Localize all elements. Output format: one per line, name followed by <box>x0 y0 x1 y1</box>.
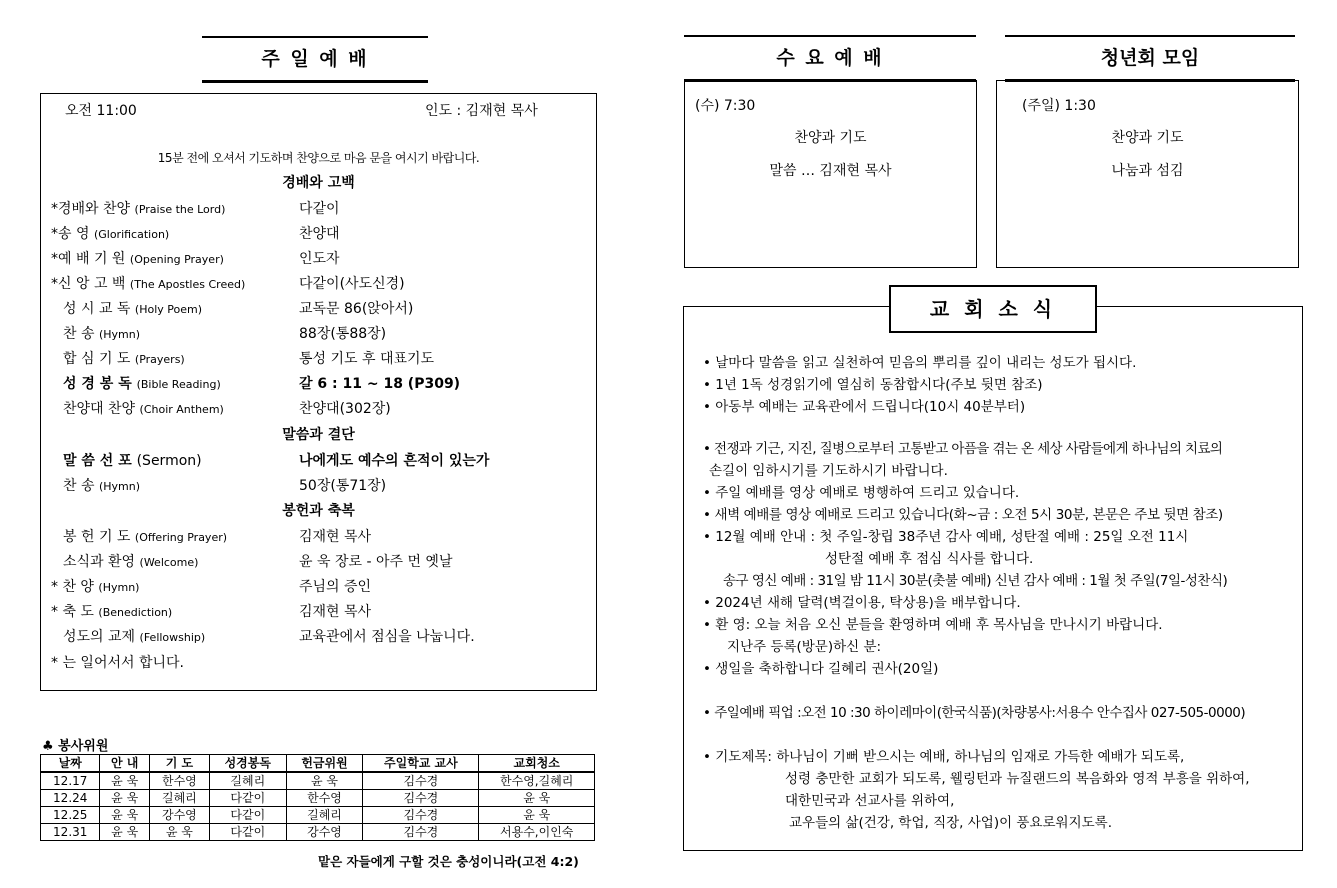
news-item: 대한민국과 선교사를 위하여, <box>785 793 955 809</box>
news-item: • 1년 1독 성경읽기에 열심히 동참합시다(주보 뒷면 참조) <box>703 377 1043 393</box>
sunday-order-box <box>40 93 597 691</box>
news-item: • 기도제목: 하나님이 기뻐 받으시는 예배, 하나님의 임재로 가득한 예배가 되도록, <box>703 749 1185 765</box>
order-item-bible-reading: 성 경 봉 독 (Bible Reading) 갈 6 : 11 ~ 18 (P309) <box>63 376 461 392</box>
order-item: 소식과 환영 (Welcome) 윤 욱 장로 - 아주 먼 옛날 <box>63 554 453 570</box>
youth-meeting-title <box>1005 35 1295 82</box>
order-item: 성도의 교제 (Fellowship) 교육관에서 점심을 나눕니다. <box>63 629 475 645</box>
section-worship-confession: 경배와 고백 <box>282 175 355 191</box>
committee-header: 성경봉독 <box>209 755 286 773</box>
news-item: • 2024년 새해 달력(벽걸이용, 탁상용)을 배부합니다. <box>703 595 1021 611</box>
table-row: 12.25 윤 욱 강수영 다같이 길혜리 김수경 윤 욱 <box>41 807 595 824</box>
youth-box <box>996 80 1299 268</box>
youth-line2: 나눔과 섬김 <box>1111 163 1184 179</box>
committee-title: ♣ 봉사위원 <box>42 739 109 754</box>
news-item: • 환 영: 오늘 처음 오신 분들을 환영하며 예배 후 목사님을 만나시기 바랍니다. <box>703 617 1163 633</box>
order-item: 찬 송 (Hymn) 88장(통88장) <box>63 326 387 342</box>
youth-time: (주일) 1:30 <box>1022 98 1096 114</box>
news-item: • 날마다 말씀을 읽고 실천하여 믿음의 뿌리를 깊이 내리는 성도가 됩시다. <box>703 355 1137 371</box>
church-news-list <box>703 352 1299 842</box>
wednesday-worship-title-text: 수 요 예 배 <box>776 47 884 69</box>
order-item: 찬 송 (Hymn) 50장(통71장) <box>63 478 387 494</box>
news-item: • 아동부 예배는 교육관에서 드립니다(10시 40분부터) <box>703 399 1026 415</box>
news-item: • 주일 예배를 영상 예배로 병행하여 드리고 있습니다. <box>703 485 1020 501</box>
committee-header: 교회청소 <box>479 755 595 773</box>
arrival-notice: 15분 전에 오셔서 기도하며 찬양으로 마음 문을 여시기 바랍니다. <box>157 151 480 165</box>
order-item: 찬양대 찬양 (Choir Anthem) 찬양대(302장) <box>63 401 391 417</box>
wednesday-line1: 찬양과 기도 <box>794 130 867 146</box>
worship-time: 오전 11:00 <box>65 103 137 119</box>
order-item: 합 심 기 도 (Prayers) 통성 기도 후 대표기도 <box>63 351 435 367</box>
wednesday-worship-title <box>684 35 976 82</box>
standing-footnote: * 는 일어서서 합니다. <box>51 655 184 671</box>
committee-header: 헌금위원 <box>286 755 363 773</box>
order-item: *경배와 찬양 (Praise the Lord) 다같이 <box>51 201 340 217</box>
committee-header: 날짜 <box>41 755 100 773</box>
section-word-decision: 말씀과 결단 <box>282 427 355 443</box>
committee-header: 기 도 <box>149 755 209 773</box>
section-offering-blessing: 봉헌과 축복 <box>282 503 355 519</box>
committee-table <box>40 754 595 841</box>
news-item: • 전쟁과 기근, 지진, 질병으로부터 고통받고 아픔을 겪는 온 세상 사람들에게 하나님의 치료의 <box>703 441 1223 457</box>
news-item: • 생일을 축하합니다 길혜리 권사(20일) <box>703 661 939 677</box>
sunday-worship-title <box>202 36 428 83</box>
order-item: *송 영 (Glorification) 찬양대 <box>51 226 340 242</box>
news-item: 송구 영신 예배 : 31일 밤 11시 30분(촛불 예배) 신년 감사 예배 : 1월 첫 주일(7일-성찬식) <box>723 573 1228 589</box>
order-item-sermon: 말 씀 선 포 (Sermon) 나에게도 예수의 흔적이 있는가 <box>63 453 490 469</box>
wednesday-box <box>684 80 977 268</box>
order-item: *신 앙 고 백 (The Apostles Creed) 다같이(사도신경) <box>51 276 405 292</box>
worship-leader: 인도 : 김재현 목사 <box>425 103 538 119</box>
church-news-title <box>889 285 1097 333</box>
church-news-title-text: 교 회 소 식 <box>929 297 1057 321</box>
order-item: * 축 도 (Benediction) 김재현 목사 <box>51 604 372 620</box>
news-item: 성탄절 예배 후 점심 식사를 합니다. <box>825 551 1034 567</box>
news-item: • 새벽 예배를 영상 예배로 드리고 있습니다(화~금 : 오전 5시 30분, 본문은 주보 뒷면 참조) <box>703 507 1223 523</box>
committee-header: 안 내 <box>100 755 149 773</box>
wednesday-line2: 말씀 … 김재현 목사 <box>769 163 892 179</box>
table-row: 12.31 윤 욱 윤 욱 다같이 강수영 김수경 서용수,이인숙 <box>41 824 595 841</box>
order-item: *예 배 기 원 (Opening Prayer) 인도자 <box>51 251 340 267</box>
news-item: • 12월 예배 안내 : 첫 주일-창립 38주년 감사 예배, 성탄절 예배 : 25일 오전 11시 <box>703 529 1189 545</box>
table-row: 12.24 윤 욱 길혜리 다같이 한수영 김수경 윤 욱 <box>41 790 595 807</box>
news-item: 손길이 임하시기를 기도하시기 바랍니다. <box>709 463 948 479</box>
news-item: • 주일예배 픽업 :오전 10 :30 하이레마이(한국식품)(차량봉사:서용수 안수집사 027-505-0000) <box>703 705 1246 721</box>
order-item: 성 시 교 독 (Holy Poem) 교독문 86(앉아서) <box>63 301 414 317</box>
wednesday-time: (수) 7:30 <box>695 98 756 114</box>
closing-verse: 맡은 자들에게 구할 것은 충성이니라(고전 4:2) <box>318 854 579 869</box>
order-item: 봉 헌 기 도 (Offering Prayer) 김재현 목사 <box>63 529 372 545</box>
table-row: 12.17 윤 욱 한수영 길혜리 윤 욱 김수경 한수영,길혜리 <box>41 772 595 790</box>
news-item: 성령 충만한 교회가 되도록, 웰링턴과 뉴질랜드의 복음화와 영적 부흥을 위하여, <box>785 771 1250 787</box>
news-item: 지난주 등록(방문)하신 분: <box>727 639 882 655</box>
committee-header: 주일학교 교사 <box>363 755 479 773</box>
news-item: 교우들의 삶(건강, 학업, 직장, 사업)이 풍요로워지도록. <box>789 815 1113 831</box>
sunday-worship-title-text: 주 일 예 배 <box>261 48 369 70</box>
youth-line1: 찬양과 기도 <box>1111 130 1184 146</box>
youth-meeting-title-text: 청년회 모임 <box>1100 47 1200 69</box>
order-item: * 찬 양 (Hymn) 주님의 증인 <box>51 579 372 595</box>
